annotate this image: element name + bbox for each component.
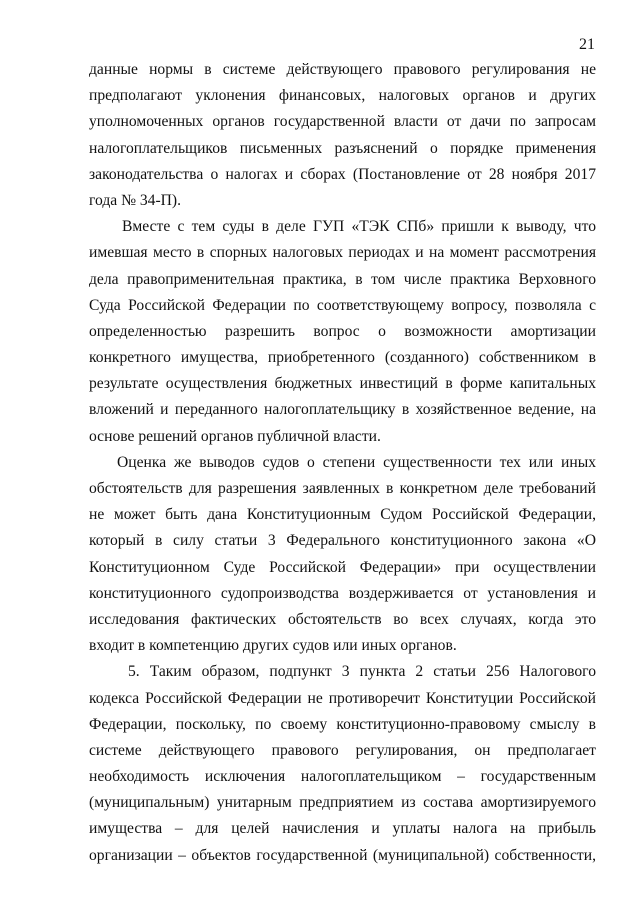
text-line: системе действующего правового регулирования, он предполагает — [89, 741, 596, 759]
text-line: имевшая место в спорных налоговых периодах и на момент рассмотрения — [89, 244, 596, 262]
text-line: (муниципальным) унитарным предприятием из состава амортизируемого — [89, 794, 596, 812]
text-line: основе решений органов публичной власти. — [89, 427, 381, 445]
text-line: входит в компетенцию других судов или иных органов. — [89, 637, 457, 655]
text-line: Вместе с тем суды в деле ГУП «ТЭК СПб» пришли к выводу, что — [122, 218, 596, 236]
text-line: вложений и переданного налогоплательщику в хозяйственное ведение, на — [89, 401, 596, 419]
text-line: законодательства о налогах и сборах (Постановление от 28 ноября 2017 — [89, 165, 596, 183]
text-line: Конституционном Суде Российской Федерации» при осуществлении — [89, 558, 596, 576]
text-line: организации – объектов государственной (муниципальной) собственности, — [89, 846, 596, 864]
text-line: налогоплательщиков письменных разъяснений о порядке применения — [89, 139, 596, 157]
text-line: конкретного имущества, приобретенного (созданного) собственником в — [89, 349, 596, 367]
text-line: не может быть дана Конституционным Судом Российской Федерации, — [89, 506, 596, 524]
text-line: необходимость исключения налогоплательщиком – государственным — [89, 768, 596, 786]
text-line: 5. Таким образом, подпункт 3 пункта 2 статьи 256 Налогового — [128, 663, 596, 681]
text-line: кодекса Российской Федерации не противоречит Конституции Российской — [89, 689, 596, 707]
text-line: данные нормы в системе действующего правового регулирования не — [89, 61, 596, 78]
text-line: исследования фактических обстоятельств во всех случаях, когда это — [89, 610, 596, 628]
paragraph-1 — [89, 57, 596, 214]
paragraph-2 — [89, 214, 596, 450]
text-line: Оценка же выводов судов о степени существенности тех или иных — [117, 453, 596, 471]
document-body — [89, 57, 596, 869]
text-line: Федерации, поскольку, по своему конституционно-правовому смыслу в — [89, 715, 596, 733]
text-line: Суда Российской Федерации по соответствующему вопросу, позволяла с — [89, 296, 596, 314]
page-number: 21 — [579, 36, 595, 53]
text-line: года № 34-П). — [89, 191, 182, 209]
paragraph-4 — [89, 659, 596, 869]
text-line: предполагают уклонения финансовых, налоговых органов и других — [89, 87, 596, 105]
text-line: обстоятельств для разрешения заявленных в конкретном деле требований — [89, 480, 596, 497]
paragraph-3 — [89, 450, 596, 660]
text-line: дела правоприменительная практика, в том числе практика Верховного — [89, 270, 596, 288]
text-line: определенностью разрешить вопрос о возможности амортизации — [89, 322, 596, 340]
text-line: конституционного судопроизводства воздерживается от установления и — [89, 584, 596, 602]
text-line: результате осуществления бюджетных инвестиций в форме капитальных — [89, 375, 596, 393]
text-line: имущества – для целей начисления и уплаты налога на прибыль — [89, 820, 596, 838]
text-line: уполномоченных органов государственной власти от дачи по запросам — [89, 113, 596, 131]
text-line: который в силу статьи 3 Федерального конституционного закона «О — [89, 532, 596, 550]
